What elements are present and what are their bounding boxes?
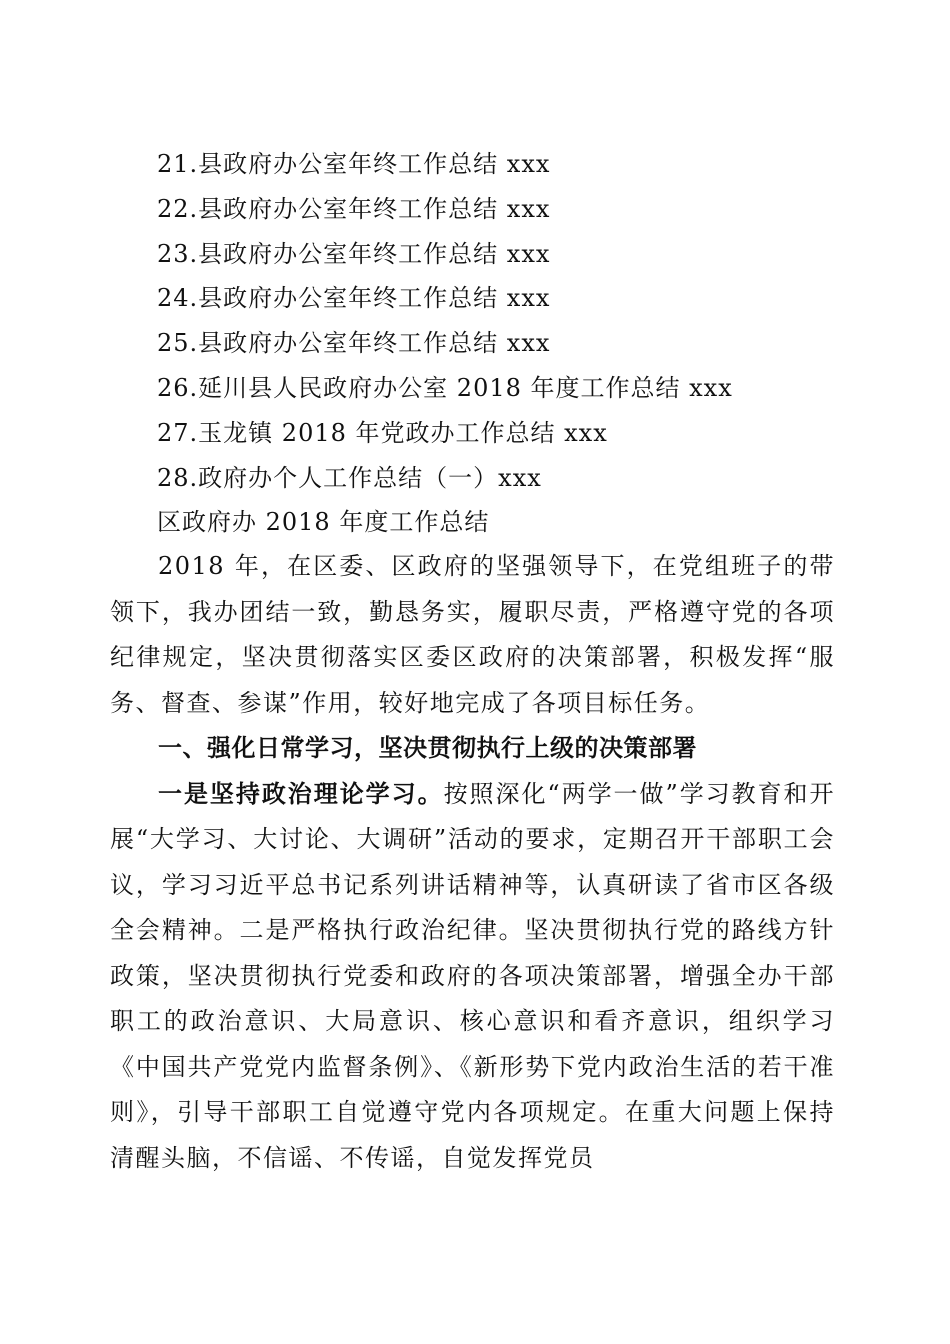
toc-item: 25.县政府办公室年终工作总结 xxx — [157, 329, 551, 358]
toc-item: 27.玉龙镇 2018 年党政办工作总结 xxx — [157, 418, 608, 447]
document-body — [110, 544, 835, 1181]
toc-item: 26.延川县人民政府办公室 2018 年度工作总结 xxx — [157, 373, 733, 402]
intro-paragraph: 2018 年，在区委、区政府的坚强领导下，在党组班子的带领下，我办团结一致，勤恳务实，履职尽责，严格遵守党的各项纪律规定，坚决贯彻落实区委区政府的决策部署，积极发挥“服务、督查、参谋”作用，较好地完成了各项目标任务。 — [110, 552, 835, 717]
toc-item: 23.县政府办公室年终工作总结 xxx — [157, 239, 551, 268]
toc-item: 22.县政府办公室年终工作总结 xxx — [157, 194, 551, 223]
toc-item: 28.政府办个人工作总结（一）xxx — [157, 463, 542, 492]
section-heading: 一、强化日常学习，坚决贯彻执行上级的决策部署 — [158, 734, 697, 762]
toc-item: 21.县政府办公室年终工作总结 xxx — [157, 150, 551, 178]
table-of-contents — [157, 142, 857, 500]
section-paragraph — [110, 772, 835, 1182]
document-title: 区政府办 2018 年度工作总结 — [157, 508, 490, 536]
paragraph-lead: 一是坚持政治理论学习。 — [158, 779, 444, 808]
toc-item: 24.县政府办公室年终工作总结 xxx — [157, 284, 551, 313]
paragraph-text: 按照深化“两学一做”学习教育和开展“大学习、大讨论、大调研”活动的要求，定期召开干部职工会议，学习习近平总书记系列讲话精神等，认真研读了省市区各级全会精神。二是严格执行政治纪律。坚决贯彻执行党的路线方针政策，坚决贯彻执行党委和政府的各项决策部署，增强全办干部职工的政治意识、大局意识、核心意识和看齐意识，组织学习《中国共产党党内监督条例》、《新形势下党内政治生活的若干准则》，引导干部职工自觉遵守党内各项规定。在重大问题上保持清醒头脑，不信谣、不传谣，自觉发挥党员 — [110, 779, 835, 1172]
